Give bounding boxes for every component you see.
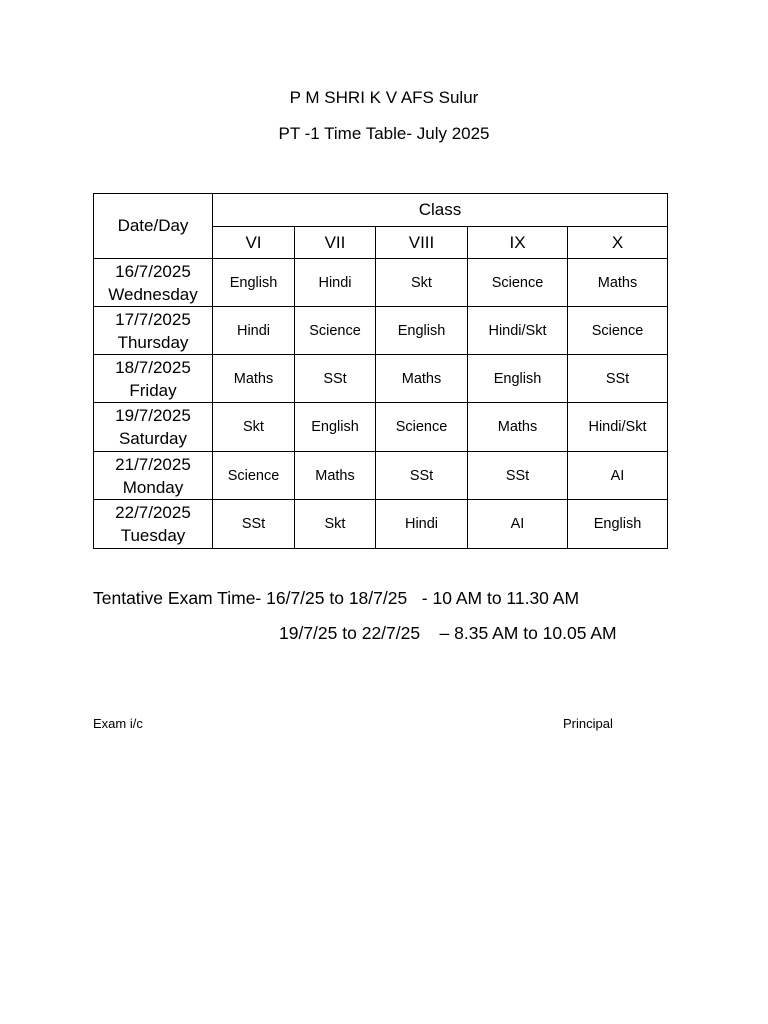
- class-header: Class: [213, 194, 668, 227]
- subject-cell: SSt: [568, 355, 668, 403]
- timetable-title: PT -1 Time Table- July 2025: [278, 124, 490, 143]
- date-cell: [94, 403, 213, 452]
- subject-cell: Skt: [213, 403, 295, 452]
- subject-cell: Hindi: [295, 259, 376, 307]
- subject-cell: Maths: [568, 259, 668, 307]
- date-cell: [94, 355, 213, 403]
- subject-cell: Maths: [295, 452, 376, 500]
- subject-cell: Science: [295, 307, 376, 355]
- table-row: [94, 452, 668, 500]
- subject-cell: SSt: [468, 452, 568, 500]
- date-day-header: Date/Day: [94, 194, 213, 259]
- subject-cell: Hindi/Skt: [468, 307, 568, 355]
- table-row: [94, 403, 668, 452]
- day: Monday: [122, 477, 184, 497]
- day: Wednesday: [108, 284, 198, 304]
- day: Friday: [129, 380, 177, 400]
- exam-time-line-1: Tentative Exam Time- 16/7/25 to 18/7/25 - 10 AM to 11.30 AM: [93, 588, 580, 608]
- date-cell: [94, 259, 213, 307]
- table-row: [94, 355, 668, 403]
- class-column-header: VI: [213, 227, 295, 259]
- subject-cell: Science: [568, 307, 668, 355]
- table-row: [94, 500, 668, 549]
- principal-signature: Principal: [563, 716, 613, 731]
- subject-cell: Science: [213, 452, 295, 500]
- subject-cell: Maths: [468, 403, 568, 452]
- exam-time-line-2: 19/7/25 to 22/7/25 – 8.35 AM to 10.05 AM: [279, 623, 617, 643]
- table-row: [94, 259, 668, 307]
- date: 19/7/2025: [115, 406, 191, 425]
- date-cell: [94, 307, 213, 355]
- class-column-header: VIII: [376, 227, 468, 259]
- class-column-header: X: [568, 227, 668, 259]
- date: 16/7/2025: [115, 261, 191, 281]
- subject-cell: Science: [376, 403, 468, 452]
- subject-cell: Hindi/Skt: [568, 403, 668, 452]
- subject-cell: SSt: [295, 355, 376, 403]
- subject-cell: Hindi: [376, 500, 468, 549]
- exam-incharge-signature: Exam i/c: [93, 716, 143, 731]
- subject-cell: English: [376, 307, 468, 355]
- subject-cell: SSt: [376, 452, 468, 500]
- day: Thursday: [117, 332, 189, 352]
- subject-cell: Hindi: [213, 307, 295, 355]
- subject-cell: Maths: [213, 355, 295, 403]
- date: 17/7/2025: [115, 309, 191, 329]
- timetable: [93, 193, 668, 549]
- subject-cell: Skt: [295, 500, 376, 549]
- subject-cell: Science: [468, 259, 568, 307]
- subject-cell: Maths: [376, 355, 468, 403]
- date: 18/7/2025: [115, 357, 191, 377]
- subject-cell: AI: [468, 500, 568, 549]
- subject-cell: English: [213, 259, 295, 307]
- subject-cell: SSt: [213, 500, 295, 549]
- class-column-header: VII: [295, 227, 376, 259]
- subject-cell: English: [295, 403, 376, 452]
- date-cell: [94, 452, 213, 500]
- day: Saturday: [118, 429, 188, 448]
- day: Tuesday: [120, 526, 186, 545]
- subject-cell: English: [568, 500, 668, 549]
- class-column-header: IX: [468, 227, 568, 259]
- date: 22/7/2025: [115, 503, 191, 522]
- subject-cell: English: [468, 355, 568, 403]
- subject-cell: AI: [568, 452, 668, 500]
- date-cell: [94, 500, 213, 549]
- date: 21/7/2025: [115, 454, 191, 474]
- table-row: [94, 307, 668, 355]
- subject-cell: Skt: [376, 259, 468, 307]
- school-name: P M SHRI K V AFS Sulur: [289, 88, 479, 107]
